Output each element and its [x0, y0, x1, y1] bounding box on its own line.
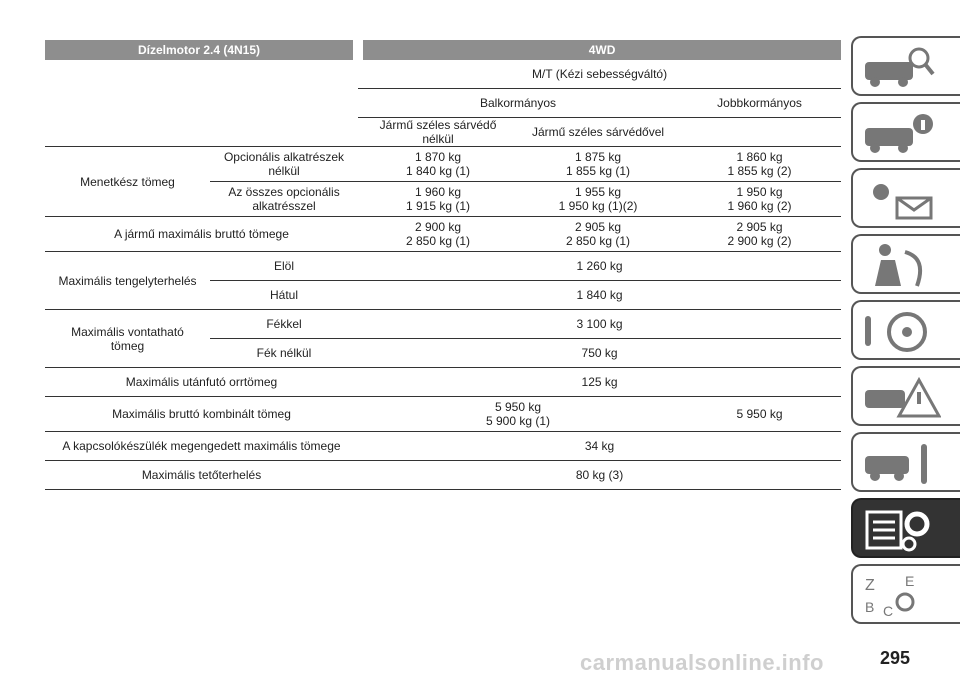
lhd-label: Balkormányos [358, 89, 678, 118]
alphabet-index-icon [861, 572, 941, 618]
gross-val [518, 217, 678, 252]
value: 2 905 kg [736, 220, 783, 234]
header-drive: 4WD [358, 40, 841, 60]
svg-text:Z: Z [865, 577, 875, 594]
svg-text:C: C [883, 603, 894, 618]
steering-wheel-key-icon [861, 308, 941, 354]
curb-val [358, 182, 518, 217]
curb-sub-label: Opcionális alkatrészek nélkül [210, 147, 358, 182]
watermark: carmanualsonline.info [580, 650, 824, 675]
value: 1 855 kg (2) [727, 164, 792, 178]
axle-rear: Hátul [210, 281, 358, 310]
value: 1 860 kg [736, 150, 783, 164]
fender-empty [678, 118, 841, 147]
axle-rear-val: 1 840 kg [358, 281, 841, 310]
value: 1 855 kg (1) [565, 164, 631, 178]
value: 1 960 kg [414, 185, 462, 199]
gross-val [358, 217, 518, 252]
tab-index[interactable] [851, 564, 960, 624]
towing-label: Maximális vontatható tömeg [45, 310, 210, 368]
axle-front: Elöl [210, 252, 358, 281]
curb-weight-label: Menetkész tömeg [45, 147, 210, 217]
value: 1 870 kg [414, 150, 462, 164]
value: 2 850 kg (1) [565, 234, 631, 248]
combined-right: 5 950 kg [678, 397, 841, 432]
fender-without: Jármű széles sárvédő nélkül [358, 118, 518, 147]
car-wrench-icon [861, 440, 941, 486]
value: 1 950 kg [736, 185, 783, 199]
warning-message-icon [861, 176, 941, 222]
towing-unbraked: Fék nélkül [210, 339, 358, 368]
svg-text:B: B [865, 599, 875, 615]
coupling-label: A kapcsolókészülék megengedett maximális tömege [45, 432, 358, 461]
curb-val [358, 147, 518, 182]
gross-val [678, 217, 841, 252]
curb-val [518, 182, 678, 217]
curb-val [678, 182, 841, 217]
tab-car-info[interactable] [851, 102, 960, 162]
combined-left [358, 397, 678, 432]
towing-braked-val: 3 100 kg [358, 310, 841, 339]
value: 5 900 kg (1) [485, 414, 551, 428]
value: 1 950 kg (1)(2) [558, 199, 638, 213]
coupling-val: 34 kg [358, 432, 841, 461]
tech-data-gear-icon [861, 506, 941, 552]
curb-sub-label: Az összes opcionális alkatrésszel [210, 182, 358, 217]
tab-maintenance[interactable] [851, 432, 960, 492]
car-search-icon [861, 44, 941, 90]
value: 1 840 kg (1) [405, 164, 471, 178]
tab-warning-lights[interactable] [851, 168, 960, 228]
car-warning-triangle-icon [861, 374, 941, 420]
tab-emergency[interactable] [851, 366, 960, 426]
value: 2 850 kg (1) [405, 234, 471, 248]
value: 2 905 kg [574, 220, 622, 234]
gross-label: A jármű maximális bruttó tömege [45, 217, 358, 252]
fender-with: Jármű széles sárvédővel [518, 118, 678, 147]
value: 1 915 kg (1) [405, 199, 471, 213]
value: 5 950 kg [494, 400, 542, 414]
car-info-icon [861, 110, 941, 156]
spec-table [45, 40, 841, 490]
value: 1 955 kg [574, 185, 622, 199]
value: 1 960 kg (2) [727, 199, 792, 213]
roof-label: Maximális tetőterhelés [45, 461, 358, 490]
combined-label: Maximális bruttó kombinált tömeg [45, 397, 358, 432]
curb-val [678, 147, 841, 182]
towing-braked: Fékkel [210, 310, 358, 339]
value: 1 875 kg [574, 150, 622, 164]
roof-val: 80 kg (3) [358, 461, 841, 490]
axle-front-val: 1 260 kg [358, 252, 841, 281]
tab-driving[interactable] [851, 300, 960, 360]
blank-cell [45, 60, 358, 147]
nose-val: 125 kg [358, 368, 841, 397]
axle-label: Maximális tengelyterhelés [45, 252, 210, 310]
svg-text:E: E [905, 573, 915, 589]
header-engine: Dízelmotor 2.4 (4N15) [45, 40, 358, 60]
value: 2 900 kg [414, 220, 462, 234]
tab-technical-data[interactable] [851, 498, 960, 558]
seatbelt-airbag-icon [861, 242, 941, 288]
page-number: 295 [880, 648, 911, 668]
transmission-label: M/T (Kézi sebességváltó) [358, 60, 841, 89]
header-row [45, 40, 841, 60]
rhd-label: Jobbkormányos [678, 89, 841, 118]
value: 2 900 kg (2) [727, 234, 792, 248]
towing-unbraked-val: 750 kg [358, 339, 841, 368]
nose-label: Maximális utánfutó orrtömeg [45, 368, 358, 397]
tab-safety[interactable] [851, 234, 960, 294]
tab-car-search[interactable] [851, 36, 960, 96]
curb-val [518, 147, 678, 182]
